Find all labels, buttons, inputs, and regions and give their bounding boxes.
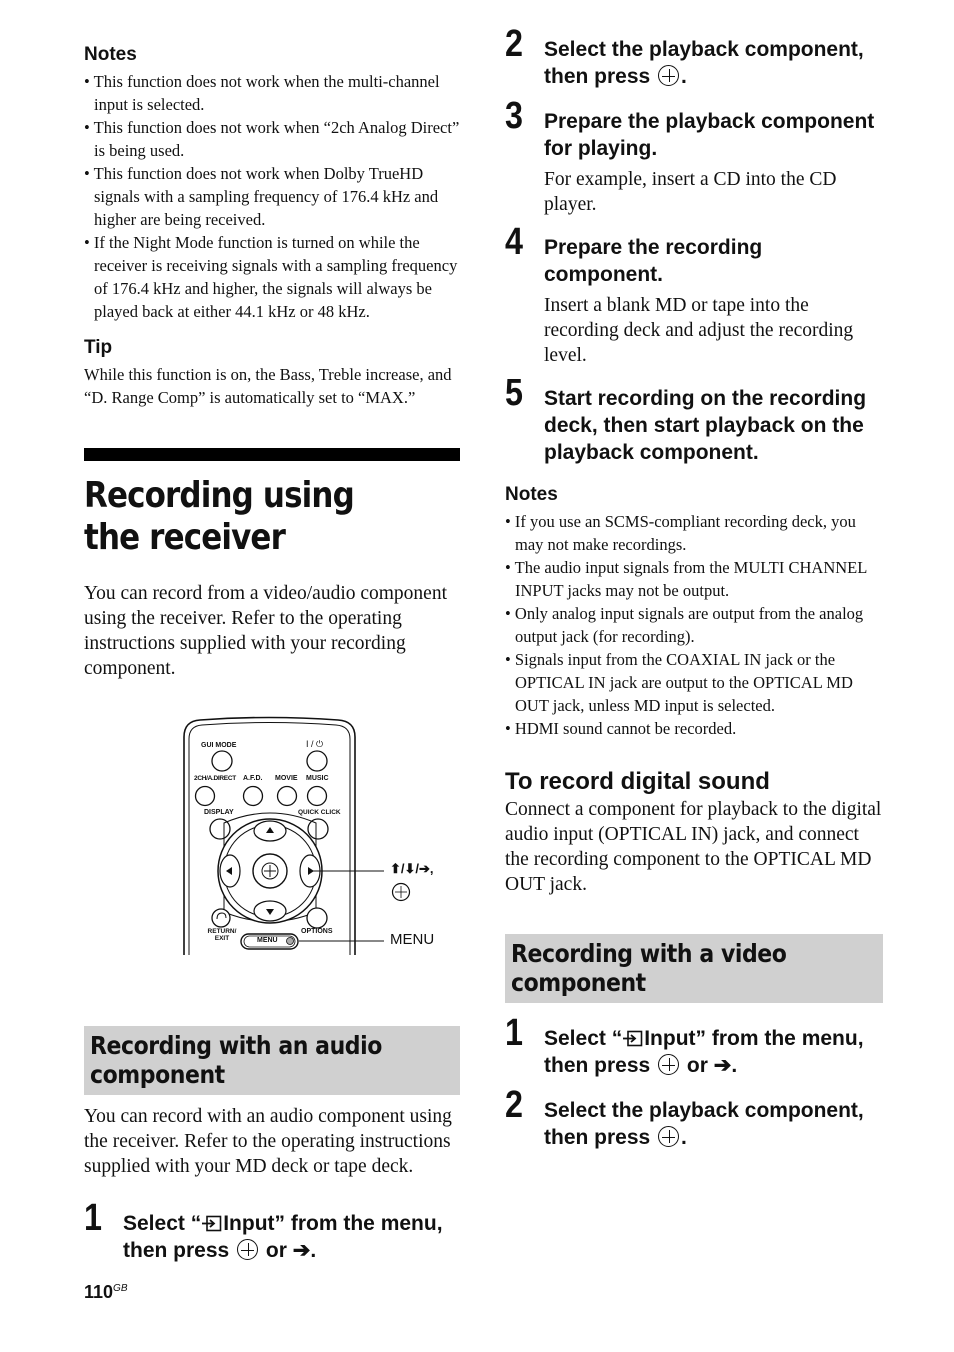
tip-text: While this function is on, the Bass, Treble increase, and “D. Range Comp” is automatically set to “MAX.” bbox=[84, 365, 452, 407]
step-number: 4 bbox=[505, 221, 523, 263]
tip-title: Tip bbox=[84, 337, 113, 358]
input-icon bbox=[202, 1215, 222, 1232]
intro-text: You can record from a video/audio component using the receiver. Refer to the operating instructions supplied with your recording component. bbox=[84, 583, 448, 679]
step-number: 2 bbox=[505, 23, 523, 65]
label-music: MUSIC bbox=[306, 775, 329, 782]
step-text: Select “ Input” from the menu, then press or ➔. bbox=[123, 1212, 443, 1262]
step-number: 3 bbox=[505, 95, 523, 137]
label-display: DISPLAY bbox=[204, 809, 234, 816]
step-text: Select “ Input” from the menu, then press or ➔. bbox=[544, 1027, 864, 1077]
video-section-title: Recording with a video component bbox=[511, 939, 787, 997]
video-step-1 bbox=[505, 1012, 883, 1079]
notes-title: Notes bbox=[505, 484, 558, 505]
right-column bbox=[505, 23, 883, 1151]
video-step-2 bbox=[505, 1084, 883, 1151]
label-menu-button: MENU bbox=[257, 937, 278, 944]
digital-sound-text: Connect a component for playback to the digital audio input (OPTICAL IN) jack, and connect the recording component to the OPTICAL MD OUT jack. bbox=[505, 799, 882, 895]
note-item: • Signals input from the COAXIAL IN jack or the OPTICAL IN jack are output to the OPTICAL MD OUT jack, unless MD input is selected. bbox=[505, 650, 853, 715]
label-power: I / ⏻ bbox=[306, 739, 324, 749]
step-text: Start recording on the recording deck, then start playback on the playback component. bbox=[544, 387, 867, 464]
step-text: Select the playback component, then press . bbox=[544, 38, 864, 88]
step-5 bbox=[505, 372, 883, 466]
enter-icon bbox=[237, 1239, 258, 1260]
step-2 bbox=[505, 23, 883, 90]
step-number: 2 bbox=[505, 1084, 523, 1126]
label-direct: 2CH/A.DIRECT bbox=[194, 775, 236, 782]
callout-menu: MENU bbox=[390, 931, 435, 948]
remote-illustration bbox=[84, 715, 460, 987]
label-return-exit: RETURN/ EXIT bbox=[207, 928, 237, 942]
step-4 bbox=[505, 221, 883, 368]
note-item: • This function does not work when the multi-channel input is selected. bbox=[84, 72, 440, 114]
left-column bbox=[84, 44, 460, 1264]
enter-icon bbox=[658, 65, 679, 86]
note-item: • If you use an SCMS-compliant recording deck, you may not make recordings. bbox=[505, 512, 856, 554]
note-item: • The audio input signals from the MULTI CHANNEL INPUT jacks may not be output. bbox=[505, 558, 867, 600]
input-icon bbox=[623, 1030, 643, 1047]
page-title: Recording using the receiver bbox=[84, 475, 354, 558]
step-number: 1 bbox=[84, 1197, 102, 1239]
callout-arrows: ⬆/⬇/➔, bbox=[390, 861, 434, 876]
enter-icon bbox=[658, 1054, 679, 1075]
step-number: 5 bbox=[505, 372, 523, 414]
step-number: 1 bbox=[505, 1012, 523, 1054]
note-item: • Only analog input signals are output from the analog output jack (for recording). bbox=[505, 604, 864, 646]
enter-icon bbox=[658, 1126, 679, 1147]
step-text: Select the playback component, then press . bbox=[544, 1099, 864, 1149]
label-movie: MOVIE bbox=[275, 775, 298, 782]
video-section-header bbox=[505, 934, 883, 1003]
step-text: Prepare the playback component for playing. bbox=[544, 110, 875, 160]
audio-section-title: Recording with an audio component bbox=[90, 1031, 382, 1089]
step-body: For example, insert a CD into the CD player. bbox=[544, 169, 837, 215]
digital-sound-title: To record digital sound bbox=[505, 768, 770, 795]
step-3 bbox=[505, 95, 883, 217]
label-options: OPTIONS bbox=[301, 928, 333, 935]
step-body: Insert a blank MD or tape into the recording deck and adjust the recording level. bbox=[544, 295, 854, 366]
label-quick-click: QUICK CLICK bbox=[298, 809, 341, 816]
notes-title: Notes bbox=[84, 44, 137, 65]
audio-section-header bbox=[84, 1026, 460, 1095]
page-number: $110^{GB}$ bbox=[84, 1282, 128, 1302]
label-gui-mode: GUI MODE bbox=[201, 742, 237, 749]
note-item: • This function does not work when “2ch Analog Direct” is being used. bbox=[84, 118, 460, 160]
note-item: • HDMI sound cannot be recorded. bbox=[505, 719, 737, 738]
section-rule bbox=[84, 448, 460, 461]
label-afd: A.F.D. bbox=[243, 775, 263, 782]
note-item: • If the Night Mode function is turned on while the receiver is receiving signals with a sampling frequency of 176.4 kHz and higher, the signals will always be played back at either 44.1 kHz or 48 kHz. bbox=[84, 233, 458, 321]
step-text: Prepare the recording component. bbox=[544, 236, 763, 286]
audio-text: You can record with an audio component using the receiver. Refer to the operating instructions supplied with your MD deck or tape deck. bbox=[84, 1106, 452, 1177]
audio-step-1 bbox=[84, 1197, 460, 1264]
note-item: • This function does not work when Dolby TrueHD signals with a sampling frequency of 176.4 kHz and higher are being received. bbox=[84, 164, 439, 229]
